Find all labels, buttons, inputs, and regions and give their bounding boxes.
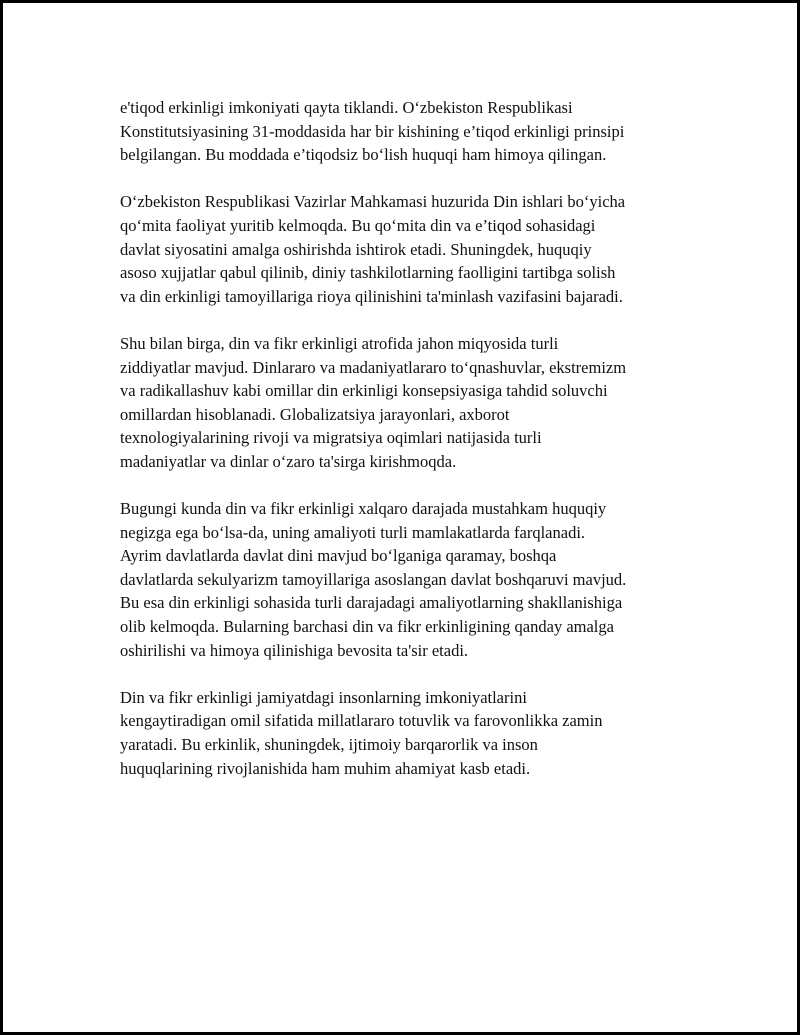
paragraph-5 <box>120 686 720 780</box>
text-line: Din va fikr erkinligi jamiyatdagi insonlarning imkoniyatlarini <box>120 687 527 707</box>
text-line: va din erkinligi tamoyillariga rioya qilinishini ta'minlash vazifasini bajaradi. <box>120 286 623 306</box>
text-line: Bu esa din erkinligi sohasida turli darajadagi amaliyotlarning shakllanishiga <box>120 593 623 613</box>
text-line: Shu bilan birga, din va fikr erkinligi atrofida jahon miqyosida turli <box>120 333 559 353</box>
text-line: huquqlarining rivojlanishida ham muhim ahamiyat kasb etadi. <box>120 758 531 778</box>
text-line: madaniyatlar va dinlar o‘zaro ta'sirga kirishmoqda. <box>120 451 457 471</box>
text-line: Ayrim davlatlarda davlat dini mavjud bo‘lganiga qaramay, boshqa <box>120 546 557 566</box>
text-line: yaratadi. Bu erkinlik, shuningdek, ijtimoiy barqarorlik va inson <box>120 735 538 755</box>
text-line: O‘zbekiston Respublikasi Vazirlar Mahkamasi huzurida Din ishlari bo‘yicha <box>120 192 626 212</box>
document-body <box>120 96 720 804</box>
text-line: belgilangan. Bu moddada e’tiqodsiz bo‘lish huquqi ham himoya qilingan. <box>120 145 607 165</box>
text-line: Bugungi kunda din va fikr erkinligi xalqaro darajada mustahkam huquqiy <box>120 499 607 519</box>
paragraph-3 <box>120 332 720 474</box>
text-line: asoso xujjatlar qabul qilinib, diniy tashkilotlarning faolligini tartibga solish <box>120 263 616 283</box>
text-line: omillardan hisoblanadi. Globalizatsiya jarayonlari, axborot <box>120 404 510 424</box>
text-line: negizga ega bo‘lsa-da, uning amaliyoti turli mamlakatlarda farqlanadi. <box>120 522 586 542</box>
text-line: qo‘mita faoliyat yuritib kelmoqda. Bu qo‘mita din va e’tiqod sohasidagi <box>120 215 596 235</box>
text-line: va radikallashuv kabi omillar din erkinligi konsepsiyasiga tahdid soluvchi <box>120 381 608 401</box>
text-line: olib kelmoqda. Bularning barchasi din va fikr erkinligining qanday amalga <box>120 617 614 637</box>
text-line: oshirilishi va himoya qilinishiga bevosita ta'sir etadi. <box>120 640 469 660</box>
paragraph-2 <box>120 190 720 308</box>
text-line: texnologiyalarining rivoji va migratsiya oqimlari natijasida turli <box>120 428 542 448</box>
text-line: ziddiyatlar mavjud. Dinlararo va madaniyatlararo to‘qnashuvlar, ekstremizm <box>120 357 627 377</box>
paragraph-1 <box>120 96 720 167</box>
text-line: davlat siyosatini amalga oshirishda ishtirok etadi. Shuningdek, huquqiy <box>120 239 592 259</box>
text-line: Konstitutsiyasining 31-moddasida har bir kishining e’tiqod erkinligi prinsipi <box>120 121 625 141</box>
text-line: e'tiqod erkinligi imkoniyati qayta tiklandi. O‘zbekiston Respublikasi <box>120 98 573 117</box>
paragraph-4 <box>120 497 720 662</box>
text-line: davlatlarda sekulyarizm tamoyillariga asoslangan davlat boshqaruvi mavjud. <box>120 569 627 589</box>
text-line: kengaytiradigan omil sifatida millatlararo totuvlik va farovonlikka zamin <box>120 711 603 731</box>
